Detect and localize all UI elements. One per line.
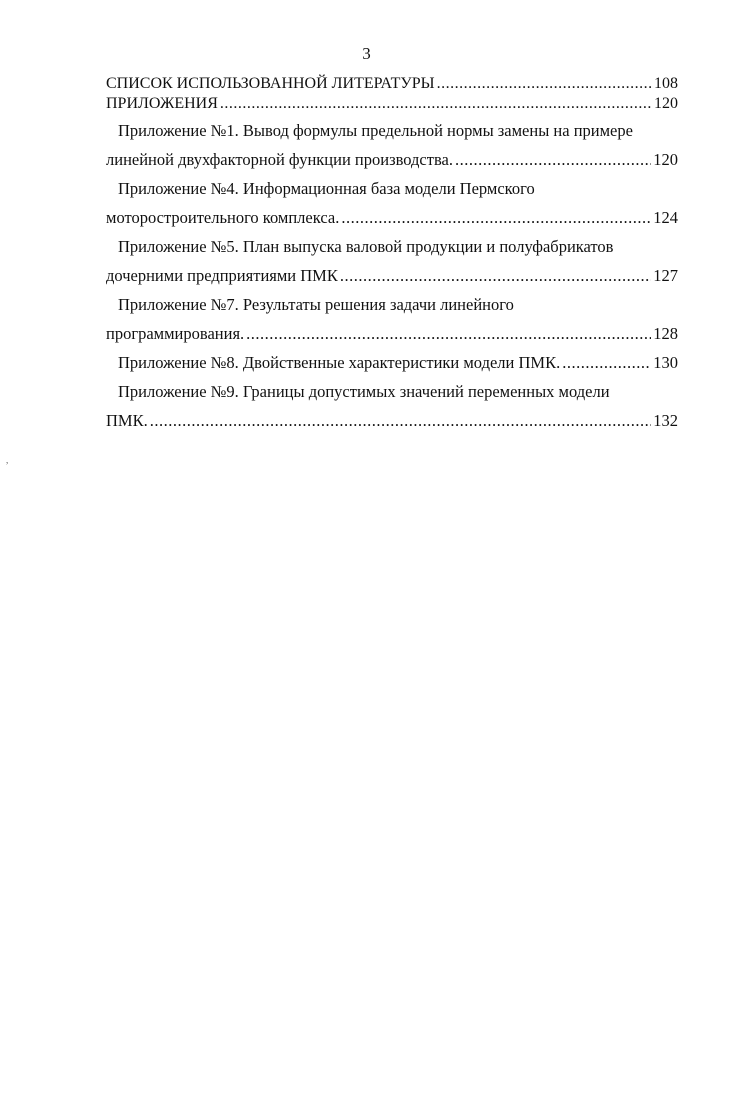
toc-top-level <box>106 74 678 114</box>
toc-entry-appendix-4[interactable] <box>106 174 678 232</box>
toc-entry-page: 127 <box>653 266 678 285</box>
dot-leader <box>150 406 652 435</box>
toc-entry-title-line1: Приложение №5. План выпуска валовой продукции и полуфабрикатов <box>118 237 614 256</box>
toc-entry-page: 108 <box>654 75 678 92</box>
toc-entry-title-line2: моторостроительного комплекса. <box>106 208 340 227</box>
toc-entry-title-line1: Приложение №7. Результаты решения задачи линейного <box>118 295 514 314</box>
dot-leader <box>562 348 651 377</box>
table-of-contents <box>106 74 678 435</box>
toc-entry-title-line1: Приложение №9. Границы допустимых значений переменных модели <box>118 382 610 401</box>
toc-entry-title: Приложение №8. Двойственные характеристики модели ПМК. <box>118 353 561 372</box>
dot-leader <box>455 145 651 174</box>
toc-entry-page: 128 <box>653 324 678 343</box>
toc-entry-page: 120 <box>653 150 678 169</box>
toc-entry-title-line1: Приложение №4. Информационная база модели Пермского <box>118 179 535 198</box>
dot-leader <box>341 203 651 232</box>
dot-leader <box>340 261 651 290</box>
toc-entry-title: ПРИЛОЖЕНИЯ <box>106 95 218 112</box>
dot-leader <box>220 94 652 114</box>
toc-entry-title-line2: программирования. <box>106 324 245 343</box>
toc-entry-bibliography[interactable] <box>106 74 678 94</box>
toc-entry-title-line2: ПМК. <box>106 411 148 430</box>
toc-entry-page: 124 <box>653 208 678 227</box>
toc-entry-appendices[interactable] <box>106 94 678 114</box>
toc-entry-title: СПИСОК ИСПОЛЬЗОВАННОЙ ЛИТЕРАТУРЫ <box>106 75 435 92</box>
dot-leader <box>437 74 652 94</box>
toc-appendix-list <box>106 116 678 435</box>
toc-entry-appendix-8[interactable] <box>106 348 678 377</box>
toc-entry-title-line2: линейной двухфакторной функции производства. <box>106 150 453 169</box>
toc-entry-appendix-9[interactable] <box>106 377 678 435</box>
toc-entry-appendix-7[interactable] <box>106 290 678 348</box>
toc-entry-title-line2: дочерними предприятиями ПМК <box>106 266 338 285</box>
toc-entry-appendix-5[interactable] <box>106 232 678 290</box>
toc-entry-page: 130 <box>653 353 678 372</box>
dot-leader <box>246 319 651 348</box>
toc-entry-page: 132 <box>653 411 678 430</box>
toc-entry-appendix-1[interactable] <box>106 116 678 174</box>
toc-entry-title-line1: Приложение №1. Вывод формулы предельной нормы замены на примере <box>118 121 633 140</box>
page-number: 3 <box>362 44 371 63</box>
toc-entry-page: 120 <box>654 95 678 112</box>
scan-artifact-mark: , <box>6 455 9 465</box>
